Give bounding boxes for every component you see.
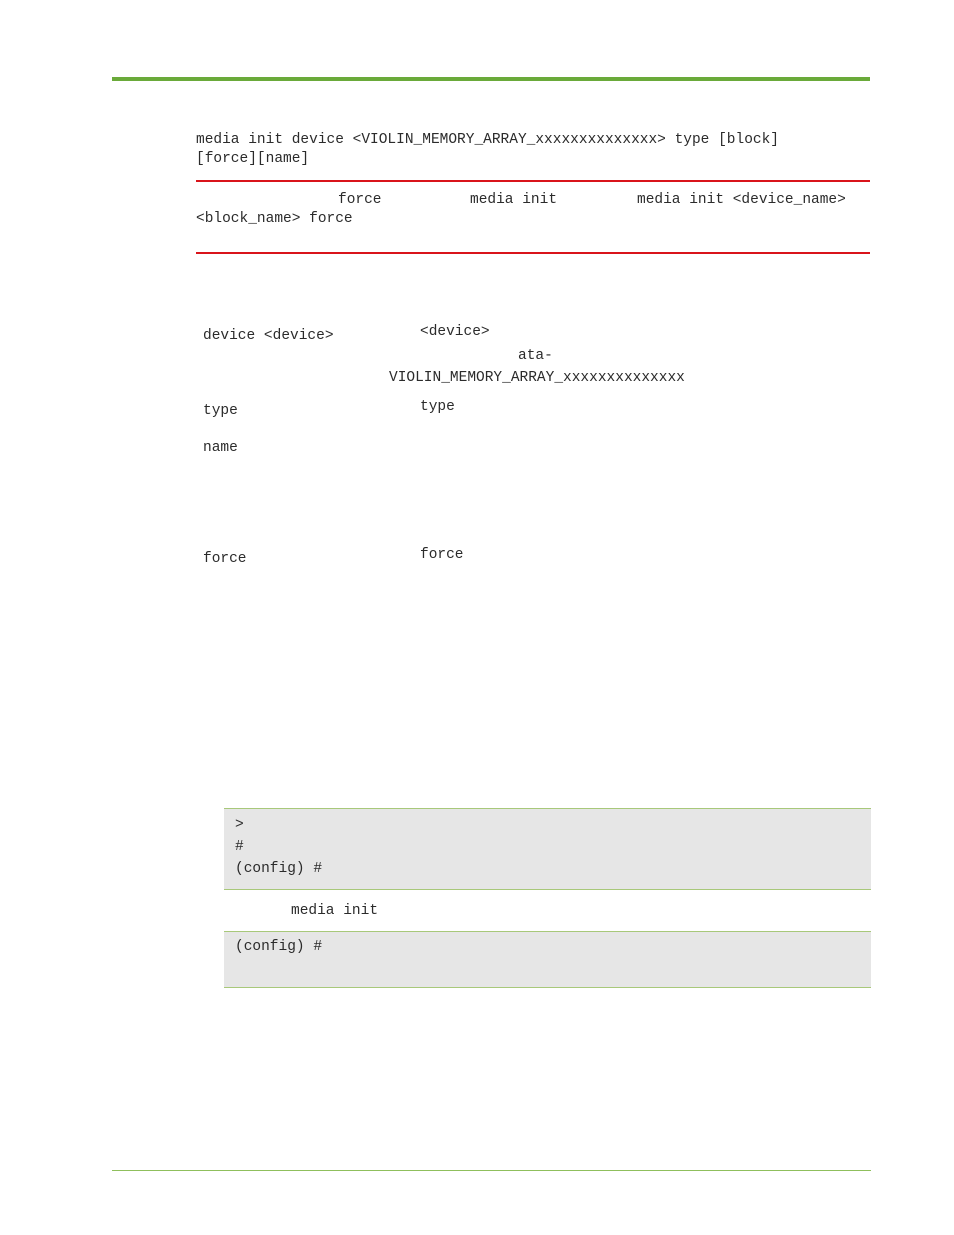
prompt-line-user: >	[235, 817, 244, 833]
example-code-block-2	[224, 931, 871, 988]
param-name-force: force	[203, 551, 247, 567]
warning-command-line-2: <block_name> force	[196, 211, 353, 227]
warning-force: force	[338, 192, 382, 208]
warning-command-line-1: media init <device_name>	[637, 192, 846, 208]
warning-top-rule	[196, 180, 870, 182]
param-name-name: name	[203, 440, 238, 456]
syntax-line-1: media init device <VIOLIN_MEMORY_ARRAY_xxxxxxxxxxxxxx> type [block]	[196, 132, 779, 148]
header-rule	[112, 77, 870, 81]
param-name-device: device <device>	[203, 328, 334, 344]
prompt-line-config: (config) #	[235, 861, 323, 877]
footer-rule	[112, 1170, 871, 1171]
prompt-line-config-2: (config) #	[235, 939, 323, 955]
param-desc-device-3: VIOLIN_MEMORY_ARRAY_xxxxxxxxxxxxxx	[389, 370, 685, 386]
example-code-block-1	[224, 808, 871, 890]
warning-media-init: media init	[470, 192, 558, 208]
warning-bottom-rule	[196, 252, 870, 254]
param-desc-device-2: ata-	[518, 348, 553, 364]
param-name-type: type	[203, 403, 238, 419]
param-desc-type: type	[420, 399, 455, 415]
param-desc-device-1: <device>	[420, 324, 490, 340]
prompt-line-enable: #	[235, 839, 244, 855]
example-media-init-text: media init	[291, 903, 379, 919]
param-desc-force: force	[420, 547, 464, 563]
syntax-line-2: [force][name]	[196, 151, 310, 167]
